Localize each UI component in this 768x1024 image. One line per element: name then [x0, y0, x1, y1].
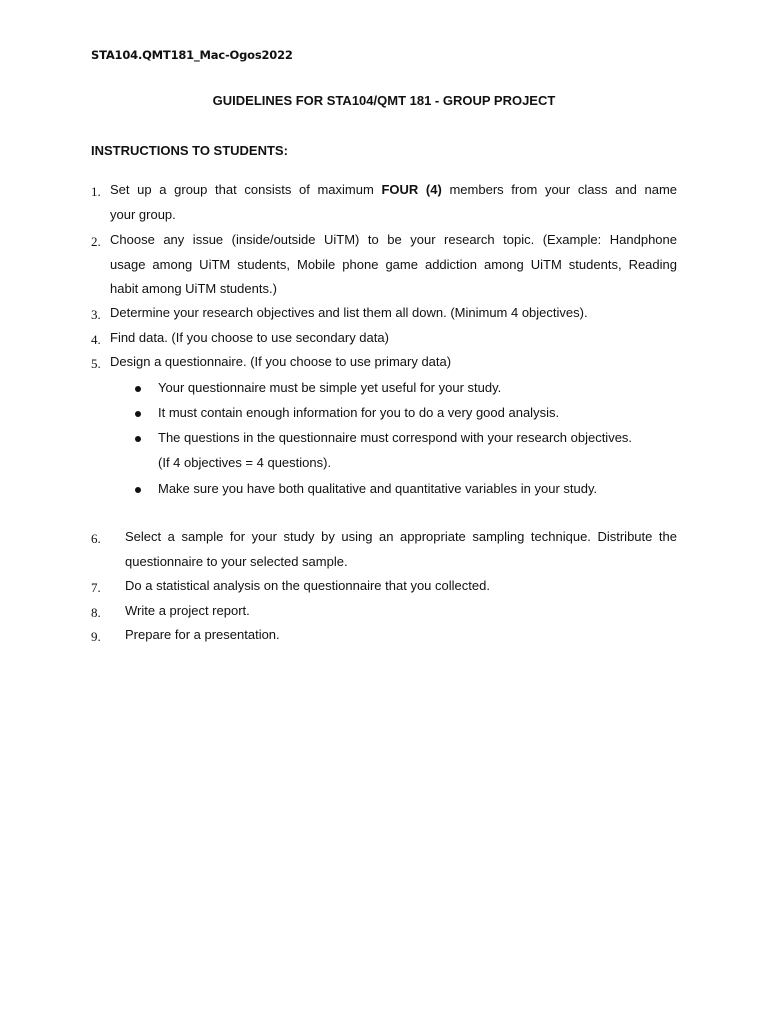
document-code-header: STA104.QMT181_Mac-Ogos2022	[91, 48, 293, 62]
list-item-number: 5.	[91, 356, 101, 371]
list-item-text-continued: habit among UiTM students.)	[110, 281, 277, 296]
list-item-number: 8.	[91, 605, 101, 620]
bullet-item	[0, 376, 768, 401]
list-item-number: 7.	[91, 580, 101, 595]
bullet-text: The questions in the questionnaire must correspond with your research objectives.	[158, 430, 633, 445]
bullet-dot	[135, 436, 141, 442]
bullet-text-continued: (If 4 objectives = 4 questions).	[158, 455, 332, 470]
bullet-item	[0, 477, 768, 502]
list-item-text: Choose any issue (inside/outside UiTM) to be your research topic. (Example: Handphone	[110, 232, 677, 247]
list-item-text-continued: usage among UiTM students, Mobile phone game addiction among UiTM students, Reading	[110, 257, 677, 272]
list-item-text: Find data. (If you choose to use secondary data)	[110, 330, 389, 345]
max-members-emphasis: FOUR (4)	[381, 182, 442, 197]
list-item-number: 6.	[91, 531, 101, 546]
list-item-number: 4.	[91, 332, 101, 347]
bullet-dot	[135, 487, 141, 493]
document-title: GUIDELINES FOR STA104/QMT 181 - GROUP PROJECT	[212, 93, 556, 108]
list-item-text: Design a questionnaire. (If you choose to use primary data)	[110, 354, 452, 369]
bullet-item	[0, 401, 768, 426]
bullet-dot	[135, 411, 141, 417]
bullet-dot	[135, 386, 141, 392]
list-item-number: 2.	[91, 234, 101, 249]
list-item-number: 9.	[91, 629, 101, 644]
list-item-text: Do a statistical analysis on the questionnaire that you collected.	[125, 578, 490, 593]
list-item-text-continued: your group.	[110, 207, 176, 222]
bullet-text: Your questionnaire must be simple yet useful for your study.	[158, 380, 502, 395]
instructions-heading: INSTRUCTIONS TO STUDENTS:	[91, 143, 288, 158]
bullet-text: Make sure you have both qualitative and quantitative variables in your study.	[158, 481, 598, 496]
list-item-text: Determine your research objectives and list them all down. (Minimum 4 objectives).	[110, 305, 588, 320]
list-item-text-continued: questionnaire to your selected sample.	[125, 554, 348, 569]
list-item-number: 3.	[91, 307, 101, 322]
list-item-text: Select a sample for your study by using an appropriate sampling technique. Distribute the	[125, 529, 677, 544]
list-item-text: Prepare for a presentation.	[125, 627, 280, 642]
bullet-item	[0, 426, 768, 476]
bullet-text: It must contain enough information for you to do a very good analysis.	[158, 405, 560, 420]
list-item-text: Set up a group that consists of maximum FOUR (4) members from your class and name	[110, 182, 677, 197]
list-item-text: Write a project report.	[125, 603, 250, 618]
list-item-number: 1.	[91, 184, 101, 199]
